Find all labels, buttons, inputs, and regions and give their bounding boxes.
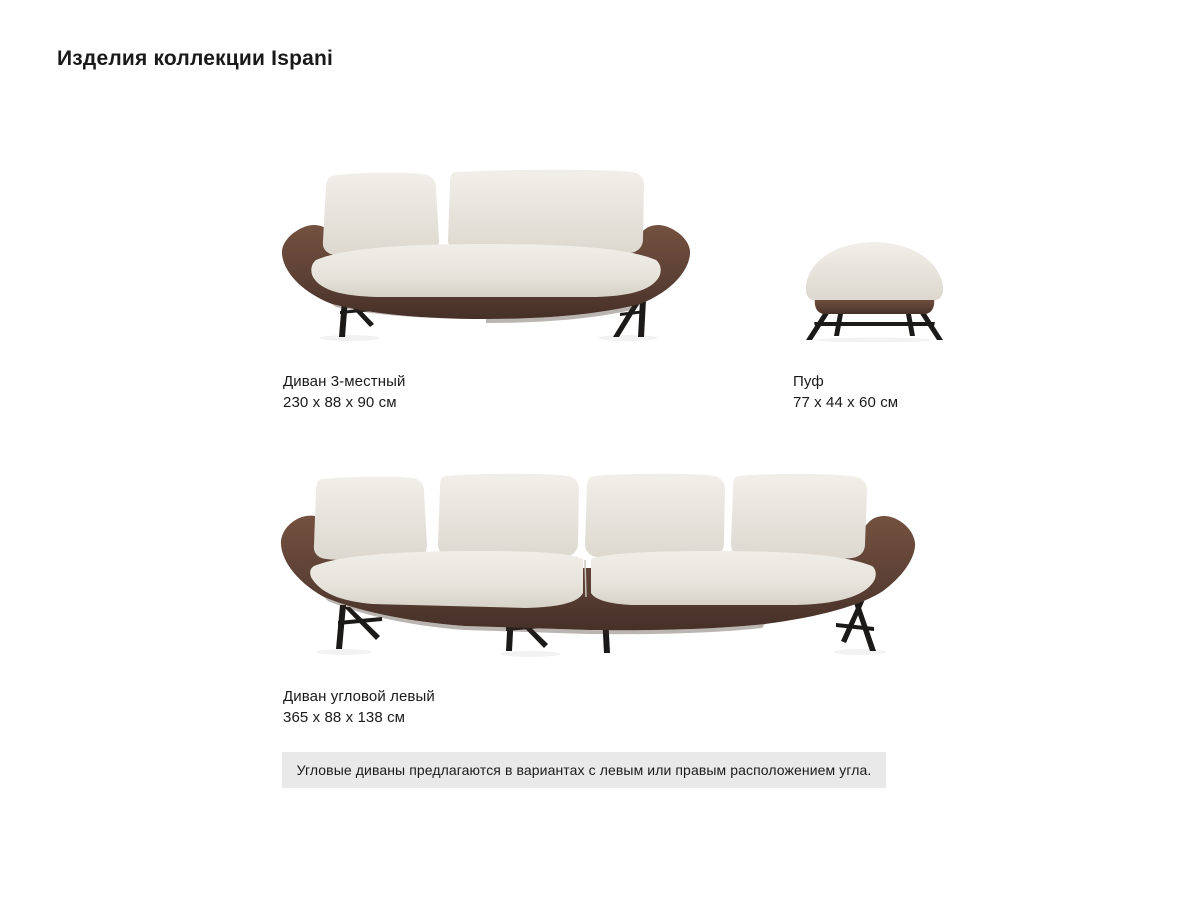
caption-pouf bbox=[793, 371, 898, 413]
caption-corner-sofa-left bbox=[283, 686, 435, 728]
sofa-3-seat-image bbox=[280, 163, 692, 343]
product-dimensions: 365 x 88 x 138 см bbox=[283, 709, 406, 726]
product-name: Диван 3-местный bbox=[283, 373, 406, 390]
page-title: Изделия коллекции Ispani bbox=[57, 47, 334, 70]
product-name: Диван угловой левый bbox=[283, 688, 435, 705]
corner-sofa-left-image bbox=[280, 465, 916, 657]
caption-sofa-3-seat bbox=[283, 371, 405, 413]
pouf-image bbox=[798, 234, 951, 342]
product-dimensions: 77 x 44 x 60 см bbox=[793, 394, 899, 411]
product-name: Пуф bbox=[793, 373, 824, 390]
product-dimensions: 230 x 88 x 90 см bbox=[283, 394, 397, 411]
note-banner bbox=[282, 752, 886, 788]
note-text: Угловые диваны предлагаются в вариантах с левым или правым расположением угла. bbox=[296, 762, 872, 778]
